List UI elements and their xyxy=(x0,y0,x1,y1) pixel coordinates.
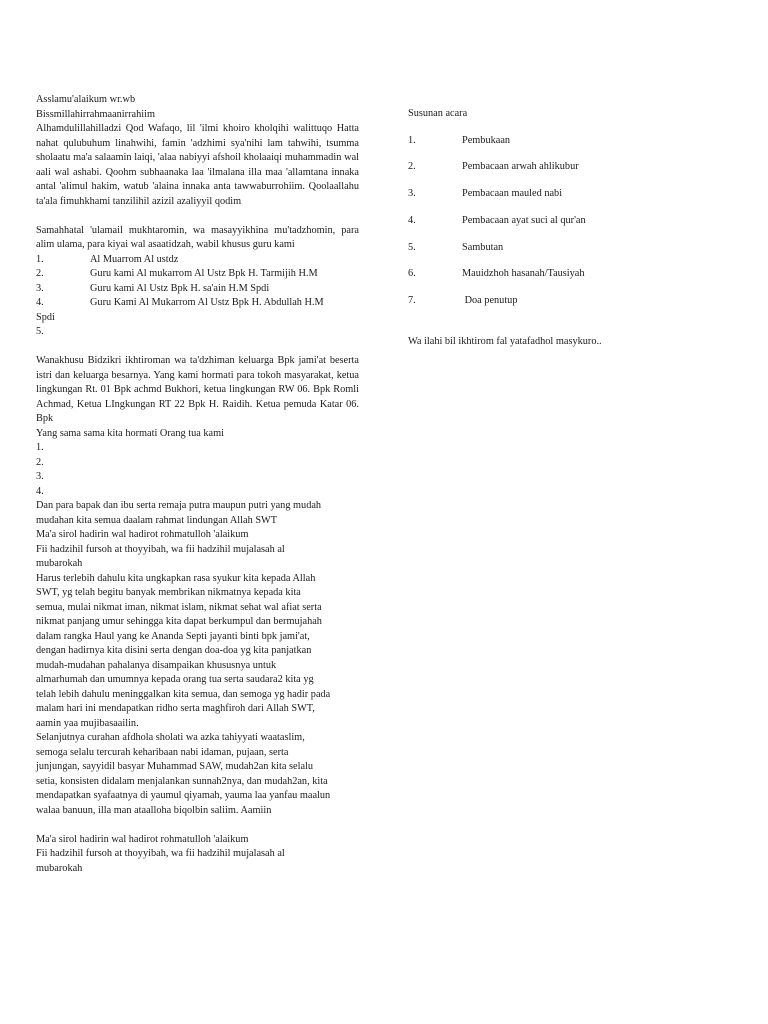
list-text: Guru Kami Al Mukarrom Al Ustz Bpk H. Abdullah H.M xyxy=(90,297,324,308)
body-line: mudahan kita semua daalam rahmat lindungan Allah SWT xyxy=(36,514,278,526)
list-number: 4. xyxy=(36,297,44,308)
list-text: Guru kami Al mukarrom Al Ustz Bpk H. Tarmijih H.M xyxy=(90,268,318,279)
agenda-item xyxy=(408,134,708,149)
body-line: aamin yaa mujibasaailin. xyxy=(36,717,139,729)
agenda-text: Pembacaan mauled nabi xyxy=(462,188,563,200)
greeting-line: Asslamu'alaikum wr.wb xyxy=(36,94,136,105)
closing-line: Fii hadzihil fursoh at thoyyibah, wa fii hadzihil mujalasah al xyxy=(36,848,285,859)
body-line: malam hari ini mendapatkan ridho serta maghfiroh dari Allah SWT, xyxy=(36,703,315,714)
body-line: telah lebih dahulu meninggalkan kita semua, dan semoga yg hadir pada xyxy=(36,688,331,700)
body-line: 2. xyxy=(36,456,44,468)
body-line: walaa banuun, illa man ataalloha biqolbin saliim. Aamiin xyxy=(36,804,272,816)
opening-paragraph: Alhamdulillahilladzi Qod Wafaqo, lil 'ilmi khoiro kholqihi walittuqo Hatta nahat qulubuhum linahwihi, famin 'adzhimi sya'nihi lam tahwihi, tsumma sholaatu ma'a salaamin laiqi, 'alaa nabiyyi afshoil kholaaiqi muhammadin wal aali wal ashabi. Qoohm subhaanaka laa 'ilmalana illa maa 'allamtana innaka antal 'alimul hakim, watub 'alaina innaka anta tawwaburrohiim. Qoolaallahu ta'ala fimuhkhami tanzilihil azizil azaliyyil qodim xyxy=(36,123,359,207)
body-line: Harus terlebih dahulu kita ungkapkan rasa syukur kita kepada Allah xyxy=(36,572,316,584)
body-line: Ma'a sirol hadirin wal hadirot rohmatulloh 'alaikum xyxy=(36,529,249,540)
guru-list-continuation: Spdi xyxy=(36,311,55,323)
body-line: mubarokah xyxy=(36,558,83,569)
guru-list-item xyxy=(36,267,359,282)
list-number: 1. xyxy=(36,253,44,265)
agenda-text: Sambutan xyxy=(462,241,504,253)
list-number: 2. xyxy=(36,268,44,279)
agenda-column xyxy=(408,107,708,349)
body-line: dengan hadirnya kita disini serta dengan doa-doa yg kita panjatkan xyxy=(36,645,312,656)
body-line: dalam rangka Haul yang ke Ananda Septi jayanti binti bpk jami'at, xyxy=(36,630,310,642)
speech-column xyxy=(36,93,359,876)
body-line: nikmat panjang umur sehingga kita dapat berkumpul dan bermujahah xyxy=(36,616,322,627)
blank-line xyxy=(36,209,359,224)
body-line: mudah-mudahan pahalanya disampaikan khususnya untuk xyxy=(36,659,277,671)
agenda-item xyxy=(408,267,708,282)
agenda-number: 5. xyxy=(408,241,416,253)
guru-list-item xyxy=(36,282,359,297)
list-number: 3. xyxy=(36,282,44,294)
agenda-text: Pembacaan ayat suci al qur'an xyxy=(462,214,586,226)
agenda-number: 3. xyxy=(408,188,416,200)
agenda-number: 4. xyxy=(408,214,416,226)
agenda-text: Pembukaan xyxy=(462,134,511,146)
family-paragraph: Wanakhusu Bidzikri ikhtiroman wa ta'dzhiman keluarga Bpk jami'at beserta istri dan keluarga besarnya. Yang kami hormati para tokoh masyarakat, ketua lingkungan Rt. 01 Bpk achmd Bukhori, ketua lingkungan RW 06. Bpk Romli Achmad, Ketua LIngkungan RT 22 Bpk H. Raidih. Ketua pemuda Katar 06. Bpk xyxy=(36,355,359,424)
closing-line: mubarokah xyxy=(36,862,83,874)
body-line: Yang sama sama kita hormati Orang tua kami xyxy=(36,427,224,439)
agenda-number: 6. xyxy=(408,268,416,280)
list-text: Guru kami Al Ustz Bpk H. sa'ain H.M Spdi xyxy=(90,282,270,294)
agenda-item xyxy=(408,241,708,256)
list-text: Al Muarrom Al ustdz xyxy=(90,253,179,265)
body-line: semoga selalu tercurah keharibaan nabi idaman, pujaan, serta xyxy=(36,746,289,758)
agenda-item xyxy=(408,214,708,229)
body-line: junjungan, sayyidil basyar Muhammad SAW, mudah2an kita selalu xyxy=(36,761,314,772)
body-line: Fii hadzihil fursoh at thoyyibah, wa fii hadzihil mujalasah al xyxy=(36,543,285,555)
agenda-item xyxy=(408,160,708,175)
blank-line xyxy=(36,340,359,355)
agenda-number: 1. xyxy=(408,134,416,146)
agenda-item xyxy=(408,294,708,309)
body-line: 3. xyxy=(36,471,44,482)
body-line: SWT, yg telah begitu banyak membrikan nikmatnya kepada kita xyxy=(36,587,301,598)
agenda-text: Pembacaan arwah ahlikubur xyxy=(462,161,579,173)
body-line: mendapatkan syafaatnya di yaumul qiyamah, yauma laa yanfau maalun xyxy=(36,790,331,801)
blank-line xyxy=(36,818,359,833)
agenda-text: Doa penutup xyxy=(462,295,518,307)
body-line: Dan para bapak dan ibu serta remaja putra maupun putri yang mudah xyxy=(36,500,322,511)
body-line: almarhumah dan umumnya kepada orang tua serta saudara2 kita yg xyxy=(36,674,314,685)
guru-list-item xyxy=(36,296,359,311)
agenda-number: 2. xyxy=(408,161,416,173)
agenda-number: 7. xyxy=(408,295,416,307)
body-line: semua, mulai nikmat iman, nikmat islam, nikmat sehat wal afiat serta xyxy=(36,601,322,613)
body-line: 4. xyxy=(36,485,44,497)
body-line: Selanjutnya curahan afdhola sholati wa azka tahiyyati waataslim, xyxy=(36,732,305,743)
closing-line: Ma'a sirol hadirin wal hadirot rohmatulloh 'alaikum xyxy=(36,833,249,845)
agenda-text: Mauidzhoh hasanah/Tausiyah xyxy=(462,268,585,280)
honorifics-paragraph: Samahhatal 'ulamail mukhtaromin, wa masayyikhina mu'tadzhomin, para alim ulama, para kiyai wal asaatidzah, wabil khusus guru kami xyxy=(36,224,359,250)
body-line: setia, konsisten didalam menjalankan sunnah2nya, dan mudah2an, kita xyxy=(36,775,328,787)
agenda-title: Susunan acara xyxy=(408,108,468,119)
body-line: 1. xyxy=(36,442,44,453)
closing-remark: Wa ilahi bil ikhtirom fal yatafadhol masykuro.. xyxy=(408,335,602,347)
agenda-item xyxy=(408,187,708,202)
guru-list-item xyxy=(36,253,359,268)
guru-list-item-empty: 5. xyxy=(36,326,44,337)
basmalah-line: Bissmillahirrahmaanirrahiim xyxy=(36,108,155,120)
